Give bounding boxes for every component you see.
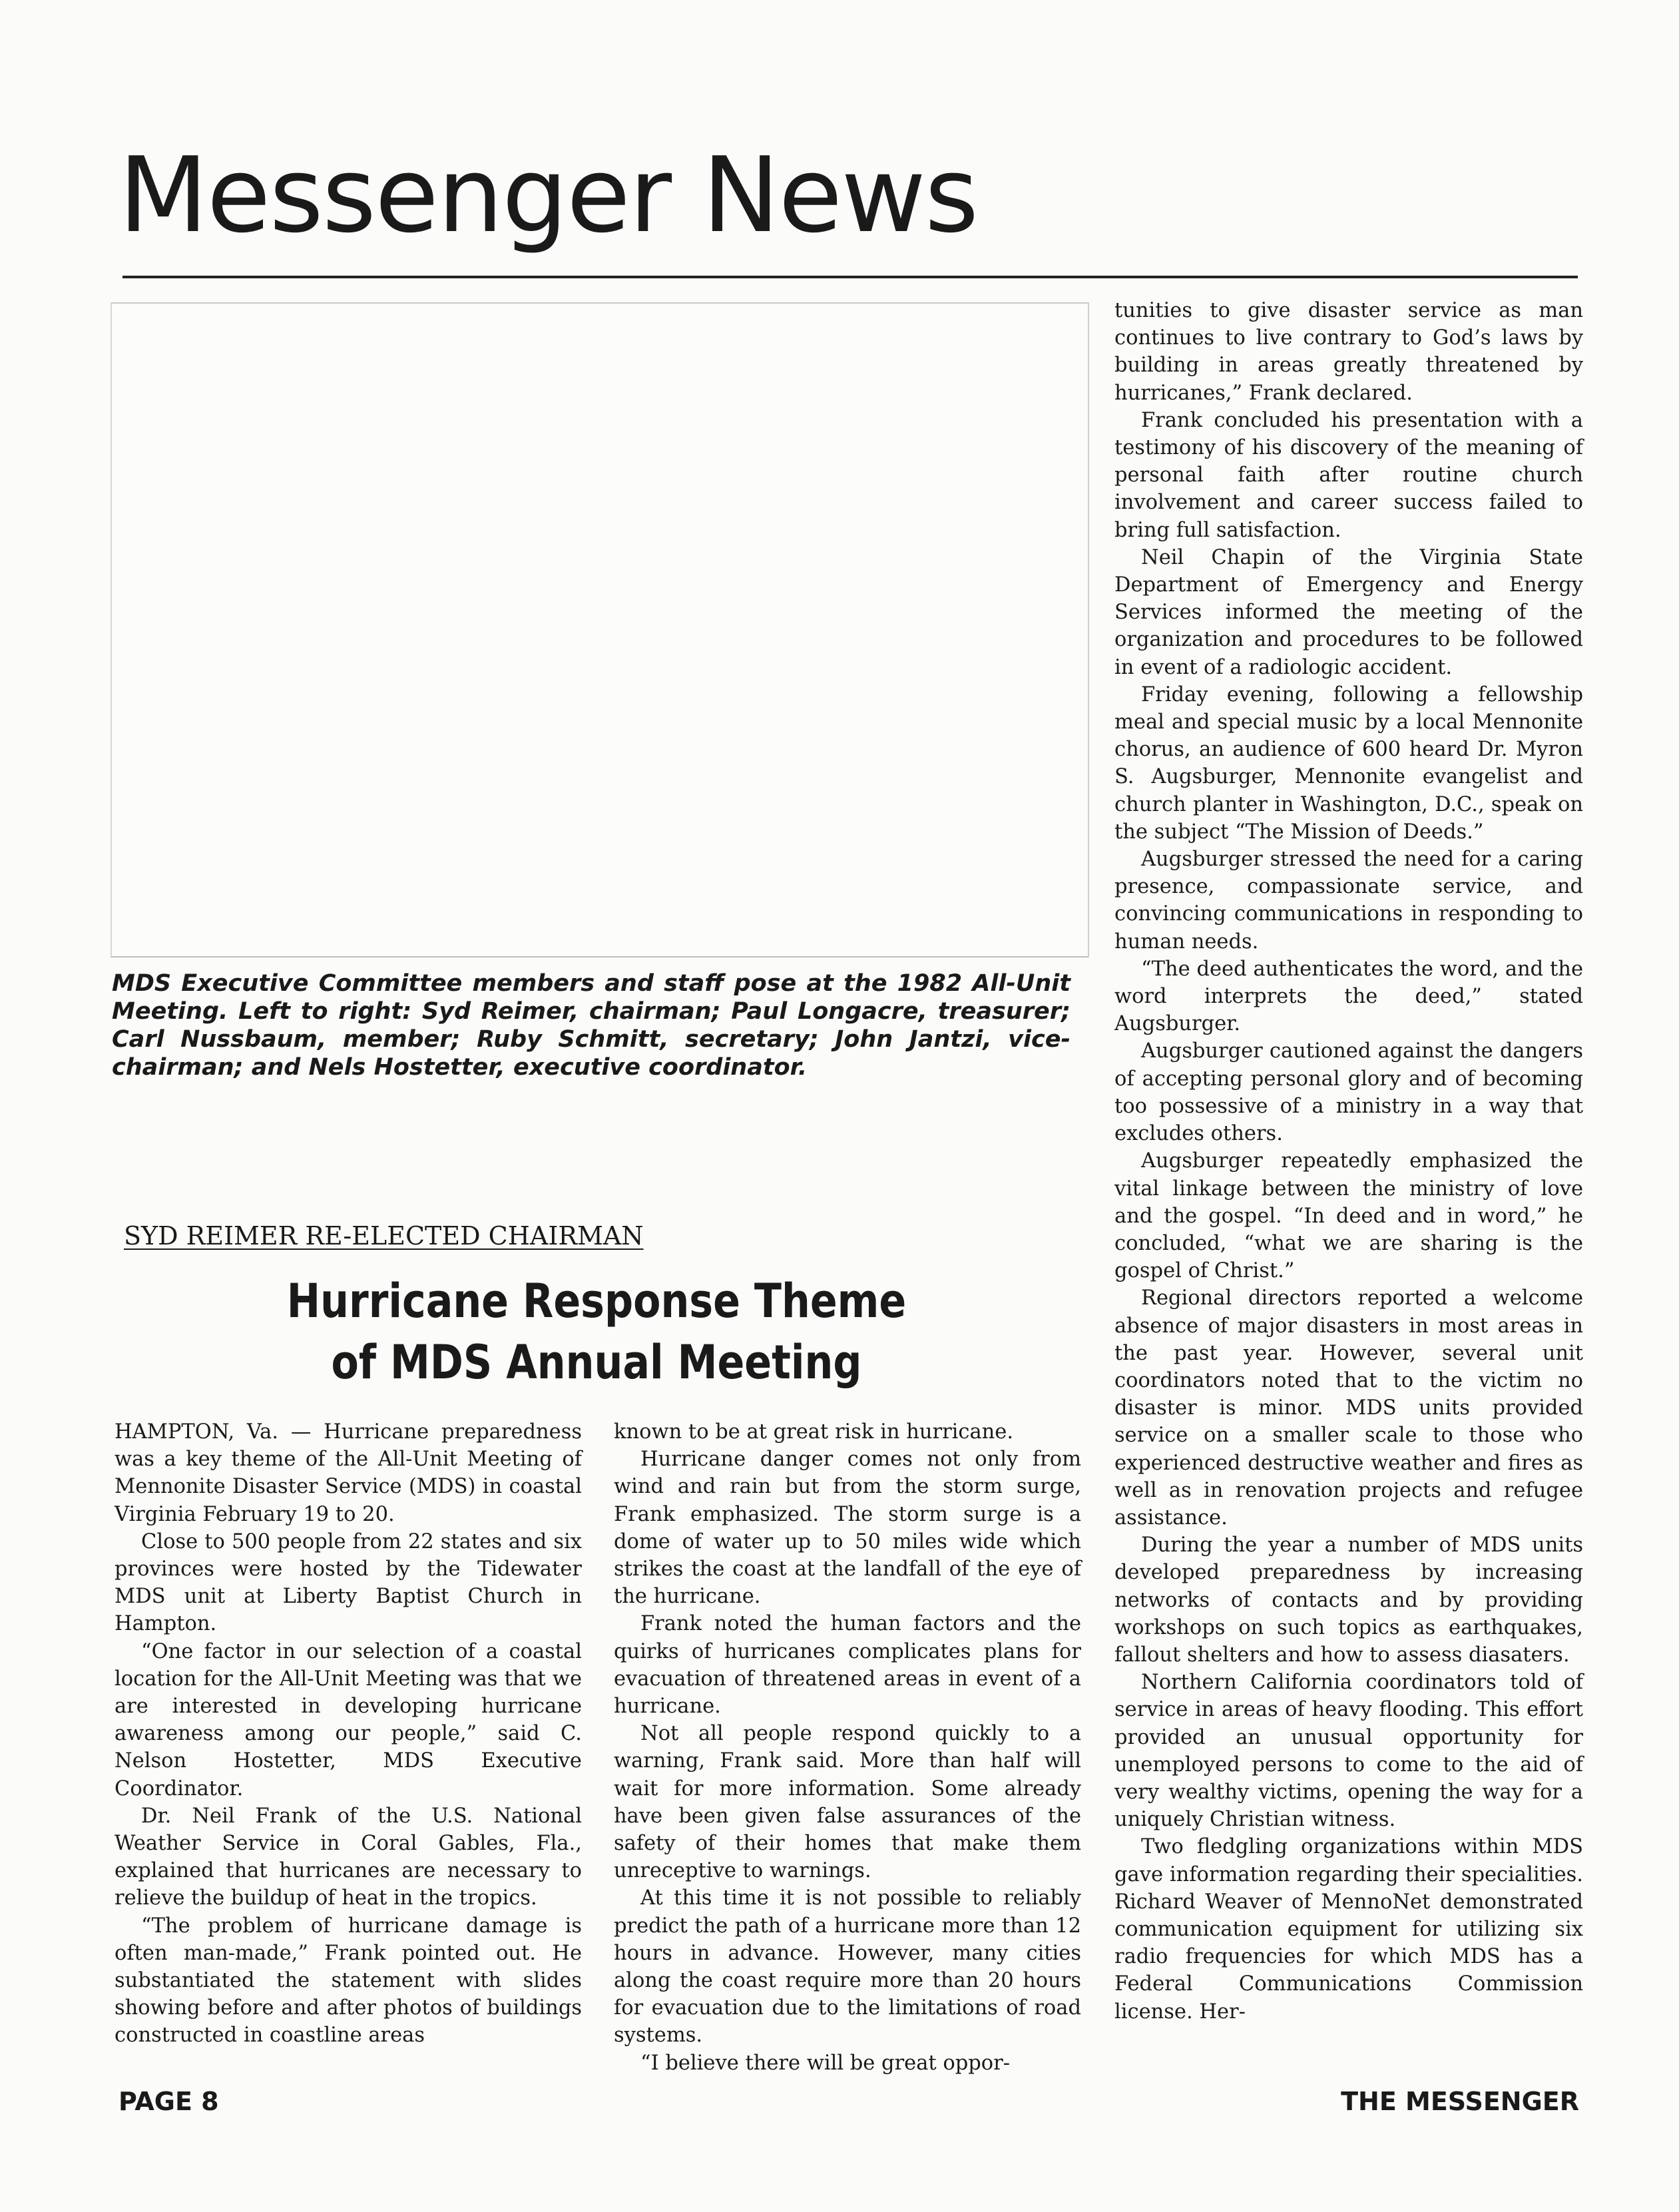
paragraph: Close to 500 people from 22 states and six provinces were hosted by the Tidewater MDS unit at Liberty Baptist Church in Hampton. bbox=[115, 1529, 582, 1636]
paragraph: Not all people respond quickly to a warning, Frank said. More than half will wait for more information. Some already have been given false assurances of the safety of their homes that make them unreceptive to warnings. bbox=[614, 1722, 1081, 1883]
article-headline bbox=[190, 1270, 1003, 1393]
photo-frame bbox=[111, 302, 1089, 958]
publication-name: THE MESSENGER bbox=[1341, 2087, 1579, 2116]
headline-line-2: of MDS Annual Meeting bbox=[331, 1335, 862, 1390]
paragraph: Northern California coordinators told of service in areas of heavy flooding. This effort provided an unusual opportunity for unemployed persons to come to the aid of very wealthy victims, opening the way for a uniquely Christian witness. bbox=[1114, 1671, 1583, 1832]
paragraph: tunities to give disaster service as man continues to live contrary to God’s laws by building in areas greatly threatened by hurricanes,” Frank declared. bbox=[1114, 299, 1583, 405]
paragraph: Augsburger cautioned against the dangers of accepting personal glory and of becoming too possessive of a ministry in a way that excludes others. bbox=[1114, 1039, 1583, 1146]
masthead-rule bbox=[122, 276, 1578, 278]
paragraph: At this time it is not possible to reliably predict the path of a hurricane more than 12 hours in advance. However, many cities along the coast require more than 20 hours for evacuation due to the limitations of road systems. bbox=[614, 1886, 1081, 2048]
paragraph: Hurricane danger comes not only from wind and rain but from the storm surge, Frank emphasized. The storm surge is a dome of water up to 50 miles wide which strikes the coast at the landfall of the eye of the hurricane. bbox=[614, 1448, 1081, 1609]
masthead-title: Messenger News bbox=[119, 135, 978, 256]
paragraph: Dr. Neil Frank of the U.S. National Weather Service in Coral Gables, Fla., explained that hurricanes are necessary to relieve the buildup of heat in the tropics. bbox=[115, 1804, 582, 1910]
paragraph: Frank noted the human factors and the quirks of hurricanes complicates plans for evacuation of threatened areas in event of a hurricane. bbox=[614, 1612, 1081, 1719]
paragraph: “One factor in our selection of a coastal location for the All-Unit Meeting was that we are interested in developing hurricane awareness among our people,” said C. Nelson Hostetter, MDS Executive Coordinator. bbox=[115, 1639, 582, 1800]
article-column-2 bbox=[614, 1418, 1081, 2077]
paragraph: Friday evening, following a fellowship meal and special music by a local Mennonite chorus, an audience of 600 heard Dr. Myron S. Augsburger, Mennonite evangelist and church planter in Washington, D.C., speak on the subject “The Mission of Deeds.” bbox=[1114, 683, 1583, 844]
paragraph: Regional directors reported a welcome absence of major disasters in most areas in the past year. However, several unit coordinators noted that to the victim no disaster is minor. MDS units provided service on a smaller scale to those who experienced destructive weather and fires as well as in renovation projects and refugee assistance. bbox=[1114, 1286, 1583, 1529]
paragraph: Augsburger repeatedly emphasized the vital linkage between the ministry of love and the gospel. “In deed and in word,” he concluded, “what we are sharing is the gospel of Christ.” bbox=[1114, 1149, 1583, 1283]
photo-caption: MDS Executive Committee members and staff pose at the 1982 All-Unit Meeting. Left to right: Syd Reimer, chairman; Paul Longacre, treasurer; Carl Nussbaum, member; Ruby Schmitt, secretary; John Jantzi, vice-chairman; and Nels Hostetter, executive coordinator. bbox=[112, 970, 1071, 1081]
paragraph: known to be at great risk in hurricane. bbox=[614, 1420, 1014, 1444]
paragraph: Augsburger stressed the need for a caring presence, compassionate service, and convincing communications in responding to human needs. bbox=[1114, 848, 1583, 954]
article-column-3 bbox=[1114, 297, 1583, 2026]
article-kicker: SYD REIMER RE-ELECTED CHAIRMAN bbox=[124, 1221, 644, 1250]
paragraph: “The problem of hurricane damage is often man-made,” Frank pointed out. He substantiated the statement with slides showing before and after photos of buildings constructed in coastline areas bbox=[115, 1914, 582, 2048]
paragraph: Neil Chapin of the Virginia State Department of Emergency and Energy Services informed the meeting of the organization and procedures to be followed in event of a radiologic accident. bbox=[1114, 545, 1583, 679]
article-column-1 bbox=[115, 1418, 582, 2050]
paragraph: Frank concluded his presentation with a testimony of his discovery of the meaning of personal faith after routine church involvement and career success failed to bring full satisfaction. bbox=[1114, 408, 1583, 542]
paragraph: During the year a number of MDS units developed preparedness by increasing networks of contacts and by providing workshops on such topics as earthquakes, fallout shelters and how to assess diasaters. bbox=[1114, 1533, 1583, 1667]
paragraph: “The deed authenticates the word, and the word interprets the deed,” stated Augsburger. bbox=[1114, 957, 1583, 1036]
paragraph: Two fledgling organizations within MDS gave information regarding their specialities. Richard Weaver of MennoNet demonstrated communication equipment for utilizing six radio frequencies for which MDS has a Federal Communications Commission license. Her- bbox=[1114, 1835, 1583, 2024]
headline-line-1: Hurricane Response Theme bbox=[286, 1274, 907, 1328]
paragraph: “I believe there will be great oppor- bbox=[640, 2051, 1011, 2075]
paragraph: HAMPTON, Va. — Hurricane preparedness was a key theme of the All-Unit Meeting of Mennonite Disaster Service (MDS) in coastal Virginia February 19 to 20. bbox=[115, 1420, 582, 1526]
page-number: PAGE 8 bbox=[119, 2087, 219, 2116]
